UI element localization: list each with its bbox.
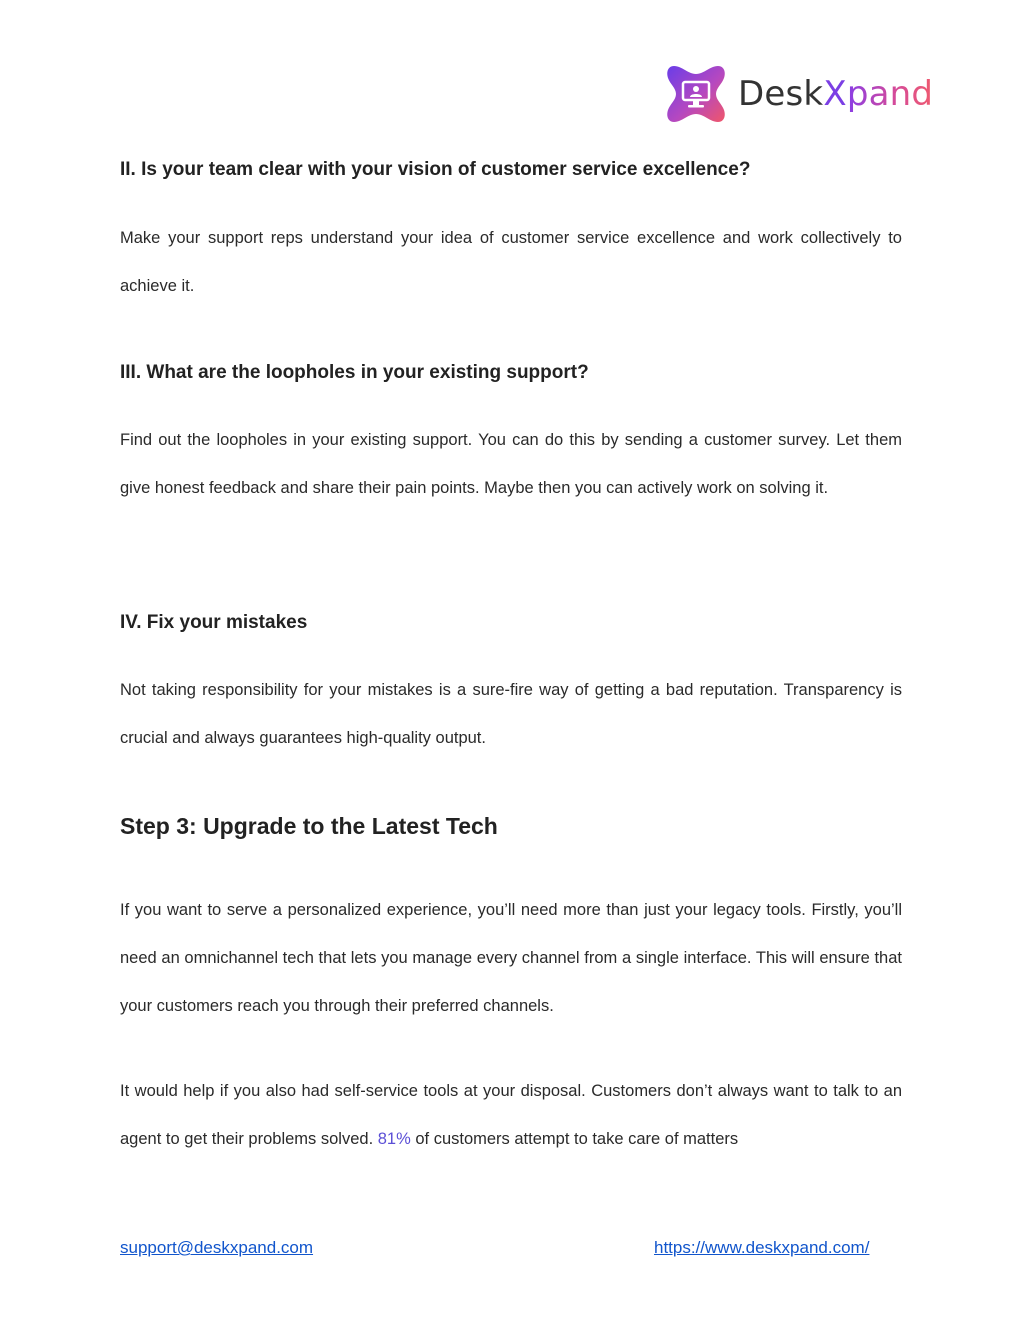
step3-paragraph: If you want to serve a personalized experience, you’ll need more than just your legacy tools. Firstly, you’ll need an omnichannel tech that lets you manage every channel from a single interface. This will ensure that your customers reach you through their preferred channels. bbox=[120, 901, 902, 1015]
section-heading: IV. Fix your mistakes bbox=[120, 612, 308, 633]
statistic-link[interactable]: 81% bbox=[377, 1130, 411, 1148]
footer-website-link[interactable]: https://www.deskxpand.com/ bbox=[654, 1238, 870, 1257]
wordmark-desk: Desk bbox=[738, 74, 824, 114]
section-heading: III. What are the loopholes in your existing support? bbox=[120, 362, 589, 383]
deskxpand-logo-mark-icon bbox=[664, 62, 728, 126]
step3-heading: Step 3: Upgrade to the Latest Tech bbox=[120, 813, 498, 839]
wordmark-x: X bbox=[823, 74, 847, 114]
section-heading: II. Is your team clear with your vision of customer service excellence? bbox=[120, 159, 751, 180]
paragraph-text: of customers attempt to take care of matters bbox=[410, 1130, 739, 1148]
section-paragraph: Find out the loopholes in your existing support. You can do this by sending a customer survey. Let them give honest feedback and share their pain points. Maybe then you can actively work on solving it. bbox=[120, 431, 902, 497]
section-paragraph: Not taking responsibility for your mistakes is a sure-fire way of getting a bad reputation. Transparency is crucial and always guarantees high-quality output. bbox=[120, 681, 902, 747]
footer-email-link[interactable]: support@deskxpand.com bbox=[120, 1238, 314, 1257]
step3-paragraph-selfservice bbox=[120, 1067, 902, 1163]
wordmark-pand: pand bbox=[846, 74, 934, 114]
deskxpand-logo bbox=[664, 58, 944, 130]
paragraph-text: It would help if you also had self-service tools at your disposal. Customers don’t always want to talk to an agent to get their problems solved. bbox=[120, 1082, 902, 1148]
deskxpand-wordmark bbox=[738, 74, 934, 114]
section-paragraph: Make your support reps understand your idea of customer service excellence and work collectively to achieve it. bbox=[120, 229, 902, 295]
